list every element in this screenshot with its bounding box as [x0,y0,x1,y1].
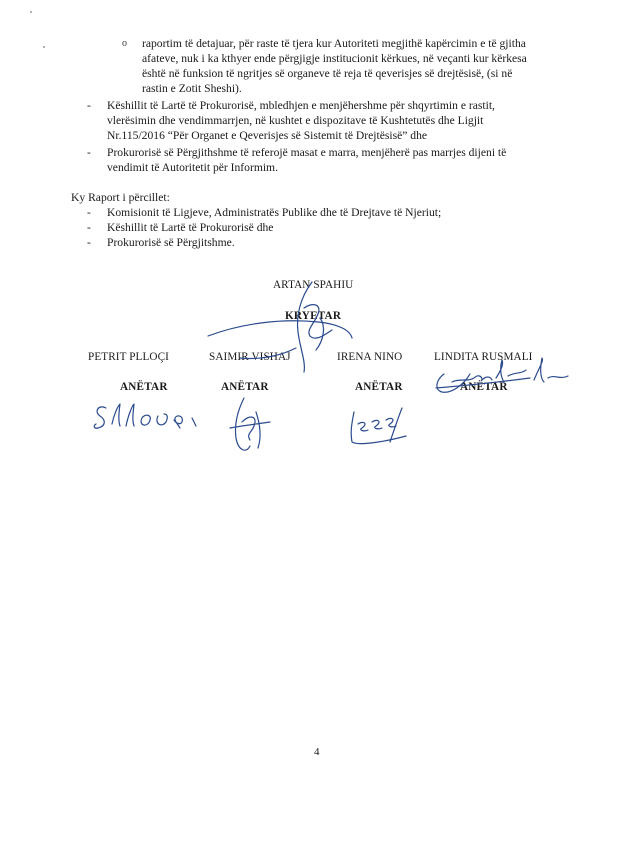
member-role-1: ANËTAR [120,381,168,393]
chair-signature [200,278,360,378]
member-signature-4 [430,352,570,400]
member-signature-1 [92,396,202,436]
member-name-4: LINDITA RUSMALI [434,351,533,363]
sub-item-line-3: është në funksion të ngritjes së organeve të reja të qeverisjes së drejtësisë, (si në [142,67,513,80]
list-item: Komisionit të Ligjeve, Administratës Publike dhe të Drejtave të Njeriut; [107,206,442,219]
list-item-line: Nr.115/2016 “Për Organet e Qeverisjes së Sistemit të Drejtësisë” dhe [107,129,428,142]
sub-bullet-marker: o [122,38,127,49]
chair-name: ARTAN SPAHIU [273,279,354,291]
member-role-2: ANËTAR [221,381,269,393]
page-number: 4 [314,746,320,758]
member-signature-2 [226,394,276,458]
scan-artifact [30,11,32,13]
chair-role: KRYETAR [285,310,342,322]
member-signature-3 [344,402,414,448]
list-dash: - [87,99,91,112]
list-dash: - [87,221,91,234]
sub-item-line-1: raportim të detajuar, për raste të tjera kur Autoriteti megjithë kapërcimin e të gjitha [142,37,526,50]
list-item-line: Këshillit të Lartë të Prokurorisë, mbledhjen e menjëhershme për shqyrtimin e rastit, [107,99,495,112]
member-role-4: ANËTAR [460,381,508,393]
member-role-3: ANËTAR [355,381,403,393]
sub-item-line-2: afateve, nuk i ka kthyer ende përgjigje institucionit kërkues, në veçanti kur kërkesa [142,52,527,65]
list-dash: - [87,146,91,159]
list-item-line: Prokurorisë së Përgjithshme të referojë masat e marra, menjëherë pas marrjes dijeni të [107,146,507,159]
list-item: Prokurorisë së Përgjitshme. [107,236,235,249]
member-name-3: IRENA NINO [337,351,403,363]
list-item-line: vlerësimin dhe vendimmarrjen, në kushtet e dispozitave të Kushtetutës dhe Ligjit [107,114,484,127]
list-dash: - [87,236,91,249]
member-name-1: PETRIT PLLOÇI [88,351,169,363]
list-dash: - [87,206,91,219]
forwarding-intro: Ky Raport i përcillet: [71,191,170,204]
list-item: Këshillit të Lartë të Prokurorisë dhe [107,221,274,234]
list-item-line: vendimit të Autoritetit për Informim. [107,161,278,174]
scan-artifact [43,46,45,48]
member-name-2: SAIMIR VISHAJ [209,351,291,363]
sub-item-line-4: rastin e Zotit Sheshi). [142,82,242,95]
